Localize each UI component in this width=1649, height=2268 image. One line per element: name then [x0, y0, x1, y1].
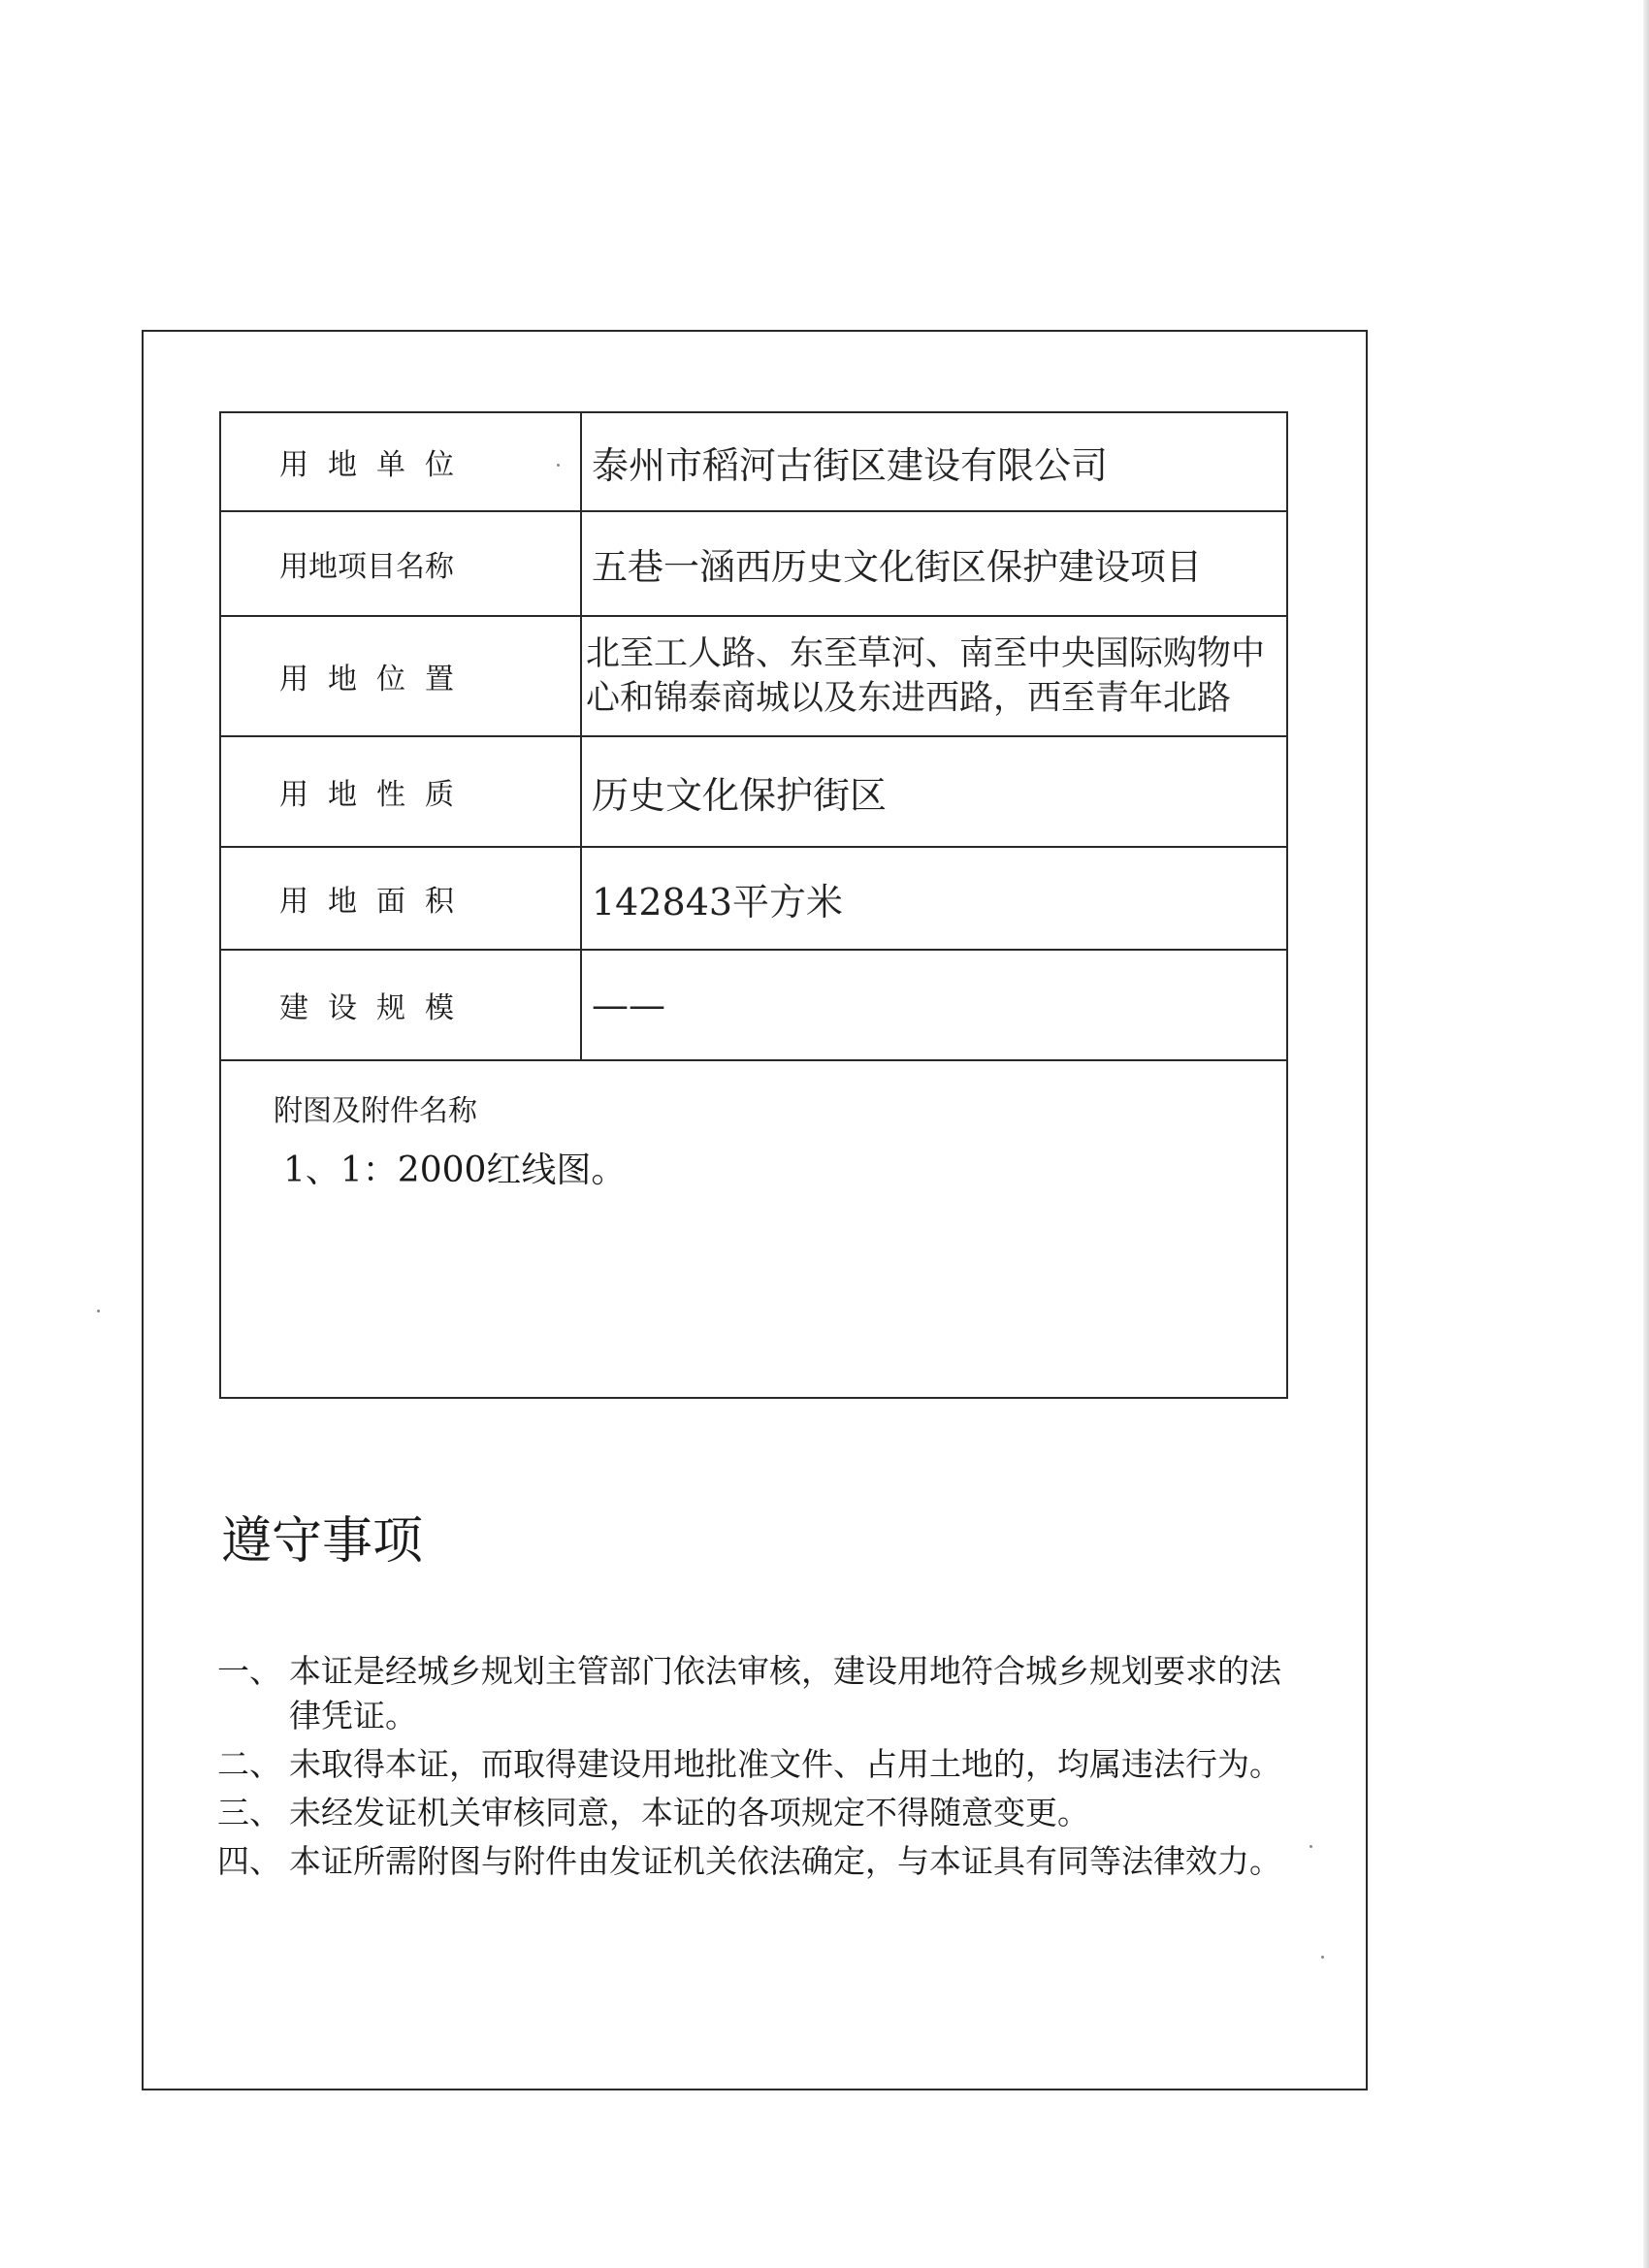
rule-number: 四、 — [217, 1842, 281, 1880]
rule-text: 未经发证机关审核同意，本证的各项规定不得随意变更。 — [289, 1794, 1089, 1831]
rules-list — [217, 1649, 1304, 1884]
land-use-info-table — [219, 411, 1288, 1399]
scan-speck — [557, 464, 560, 467]
rules-title: 遵守事项 — [221, 1512, 424, 1571]
table-row — [220, 847, 1287, 950]
field-label-land-location: 用地位置 — [220, 616, 581, 736]
field-label-land-area: 用地面积 — [220, 847, 581, 950]
rule-item — [217, 1839, 1304, 1884]
table-row — [220, 511, 1287, 616]
field-value-construction-scale: —— — [581, 950, 1287, 1060]
table-row — [220, 616, 1287, 736]
field-label-construction-scale: 建设规模 — [220, 950, 581, 1060]
page-edge-shadow — [1643, 0, 1649, 2268]
rule-number: 三、 — [217, 1794, 281, 1831]
field-label-land-nature: 用地性质 — [220, 736, 581, 847]
scan-speck — [97, 1310, 100, 1312]
rule-text: 本证所需附图与附件由发证机关依法确定，与本证具有同等法律效力。 — [289, 1842, 1281, 1880]
field-value-land-nature: 历史文化保护街区 — [581, 736, 1287, 847]
field-value-land-unit: 泰州市稻河古街区建设有限公司 — [581, 412, 1287, 511]
rule-item — [217, 1791, 1304, 1835]
scan-speck — [1321, 1956, 1324, 1959]
field-label-land-unit: 用地单位 — [220, 412, 581, 511]
table-row — [220, 736, 1287, 847]
rule-text: 未取得本证，而取得建设用地批准文件、占用土地的，均属违法行为。 — [289, 1745, 1281, 1783]
rule-item — [217, 1742, 1304, 1787]
rule-item — [217, 1649, 1304, 1738]
scan-speck — [1310, 1845, 1312, 1848]
rule-number: 二、 — [217, 1745, 281, 1783]
attachment-item: 1、1：2000红线图。 — [283, 1150, 627, 1190]
field-value-land-area: 142843平方米 — [581, 847, 1287, 950]
field-value-land-location: 北至工人路、东至草河、南至中央国际购物中心和锦泰商城以及东进西路，西至青年北路 — [581, 616, 1287, 736]
attachments-title: 附图及附件名称 — [274, 1094, 477, 1128]
field-value-project-name: 五巷一涵西历史文化街区保护建设项目 — [581, 511, 1287, 616]
rule-text: 本证是经城乡规划主管部门依法审核，建设用地符合城乡规划要求的法律凭证。 — [289, 1652, 1281, 1734]
rule-number: 一、 — [217, 1652, 281, 1690]
table-row — [220, 412, 1287, 511]
table-row — [220, 950, 1287, 1060]
field-label-project-name: 用地项目名称 — [220, 511, 581, 616]
